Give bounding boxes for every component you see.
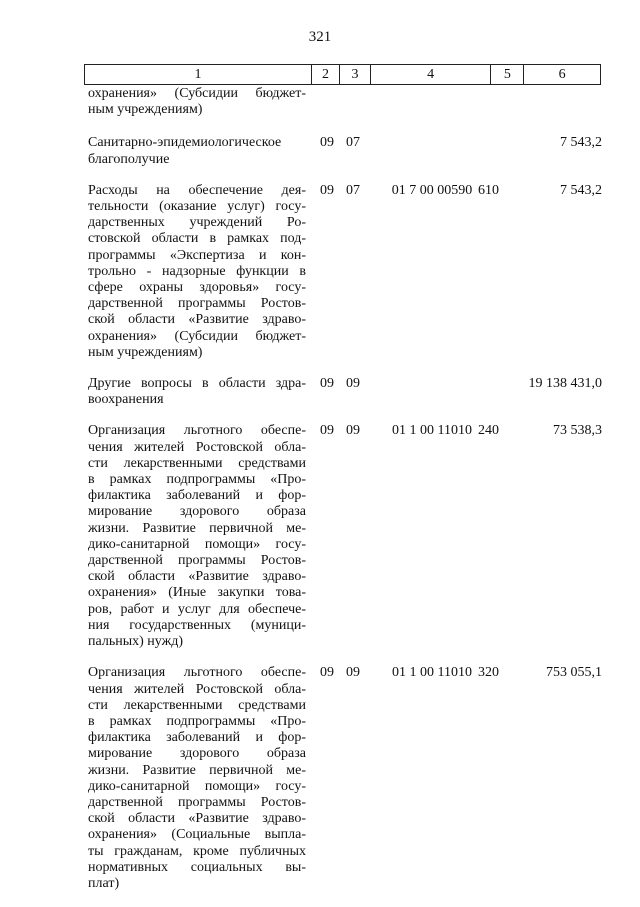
description-line: охранения» (Субсидии бюджет- [88, 328, 306, 344]
target-article-code [368, 376, 478, 408]
description-line: ным учреждениям) [88, 102, 203, 118]
subsection-code: 09 [346, 665, 360, 681]
description-line: программы «Экспертиза и кон- [88, 247, 306, 263]
section-code: 09 [320, 135, 334, 151]
table-row [88, 183, 602, 361]
header-col-4: 4 [371, 65, 492, 84]
section-code: 09 [320, 376, 334, 392]
target-article-code: 01 7 00 00590 [391, 182, 473, 198]
row-description [88, 665, 306, 892]
section-code: 09 [320, 182, 334, 198]
description-line: дико-санитарной помощи» госу- [88, 536, 306, 552]
description-line: дарственной программы Ростов- [88, 296, 306, 312]
row-description [88, 376, 306, 408]
description-line: в рамках подпрограммы «Про- [88, 472, 306, 488]
header-col-1: 1 [85, 65, 312, 84]
description-line: дарственной программы Ростов- [88, 794, 306, 810]
description-line: охранения» (Субсидии бюджет- [88, 86, 306, 101]
description-line: сти лекарственными средствами [88, 455, 306, 471]
expense-type-code: 320 [478, 665, 499, 681]
description-line: мирование здорового образа [88, 504, 306, 520]
description-line: ской области «Развитие здраво- [88, 811, 306, 827]
section-code: 09 [320, 665, 334, 681]
description-line: жизни. Развитие первичной ме- [88, 762, 306, 778]
target-article-code: 01 1 00 11010 [392, 665, 472, 681]
description-line: ской области «Развитие здраво- [88, 312, 306, 328]
amount: 753 055,1 [546, 665, 602, 681]
header-col-2: 2 [312, 65, 340, 84]
amount [510, 86, 602, 118]
amount: 7 543,2 [560, 182, 602, 198]
section-code: 09 [320, 423, 334, 439]
description-line: ным учреждениям) [88, 344, 203, 360]
description-line: в рамках подпрограммы «Про- [88, 713, 306, 729]
table-row [88, 665, 602, 892]
description-line: пальных) нужд) [88, 634, 184, 650]
subsection-code [342, 86, 368, 118]
amount: 7 543,2 [560, 135, 602, 151]
description-line: Санитарно-эпидемиологическое [88, 135, 282, 151]
description-line: стовской области в рамках под- [88, 231, 306, 247]
description-line: ния государственных (муници- [88, 617, 306, 633]
description-line: филактика заболеваний и фор- [88, 730, 306, 746]
target-article-code [368, 135, 478, 167]
description-line: Расходы на обеспечение дея- [88, 182, 306, 198]
description-line: воохранения [88, 392, 164, 408]
target-article-code: 01 1 00 11010 [392, 423, 472, 439]
amount: 73 538,3 [553, 423, 602, 439]
table-header [84, 64, 601, 85]
description-line: охранения» (Иные закупки това- [88, 585, 306, 601]
subsection-code: 07 [346, 182, 360, 198]
description-line: плат) [88, 875, 120, 891]
table-row [88, 86, 602, 118]
description-line: Организация льготного обеспе- [88, 665, 306, 681]
expense-type-code [478, 376, 510, 408]
description-line: филактика заболеваний и фор- [88, 488, 306, 504]
description-line: трольно - надзорные функции в [88, 263, 306, 279]
expense-type-code [478, 86, 510, 118]
description-line: Организация льготного обеспе- [88, 423, 306, 439]
description-line: дико-санитарной помощи» госу- [88, 778, 306, 794]
description-line: мирование здорового образа [88, 746, 306, 762]
section-code [306, 86, 342, 118]
description-line: тельности (оказание услуг) госу- [88, 199, 306, 215]
description-line: ской области «Развитие здраво- [88, 569, 306, 585]
table-row [88, 376, 602, 408]
subsection-code: 09 [346, 423, 360, 439]
table-row [88, 423, 602, 650]
expense-type-code [478, 135, 510, 167]
table-row [88, 135, 602, 167]
row-description [88, 86, 306, 118]
description-line: дарственной программы Ростов- [88, 553, 306, 569]
description-line: благополучие [88, 151, 170, 167]
description-line: ты гражданам, кроме публичных [88, 843, 306, 859]
subsection-code: 09 [346, 376, 360, 392]
description-line: Другие вопросы в области здра- [88, 376, 306, 392]
table-body [88, 86, 602, 907]
header-col-3: 3 [340, 65, 371, 84]
description-line: сти лекарственными средствами [88, 697, 306, 713]
description-line: чения жителей Ростовской обла- [88, 681, 306, 697]
row-description [88, 135, 306, 167]
description-line: жизни. Развитие первичной ме- [88, 520, 306, 536]
description-line: охранения» (Социальные выпла- [88, 827, 306, 843]
description-line: дарственных учреждений Ро- [88, 215, 306, 231]
subsection-code: 07 [346, 135, 360, 151]
description-line: ров, работ и услуг для обеспече- [88, 601, 306, 617]
header-col-5: 5 [491, 65, 524, 84]
page-number: 321 [308, 29, 332, 45]
description-line: сфере охраны здоровья» госу- [88, 280, 306, 296]
description-line: чения жителей Ростовской обла- [88, 439, 306, 455]
expense-type-code: 240 [478, 423, 499, 439]
row-description [88, 423, 306, 650]
description-line: нормативных социальных вы- [88, 859, 306, 875]
header-col-6: 6 [558, 67, 566, 82]
expense-type-code: 610 [478, 182, 499, 198]
row-description [88, 183, 306, 361]
amount: 19 138 431,0 [528, 376, 602, 392]
target-article-code [368, 86, 478, 118]
